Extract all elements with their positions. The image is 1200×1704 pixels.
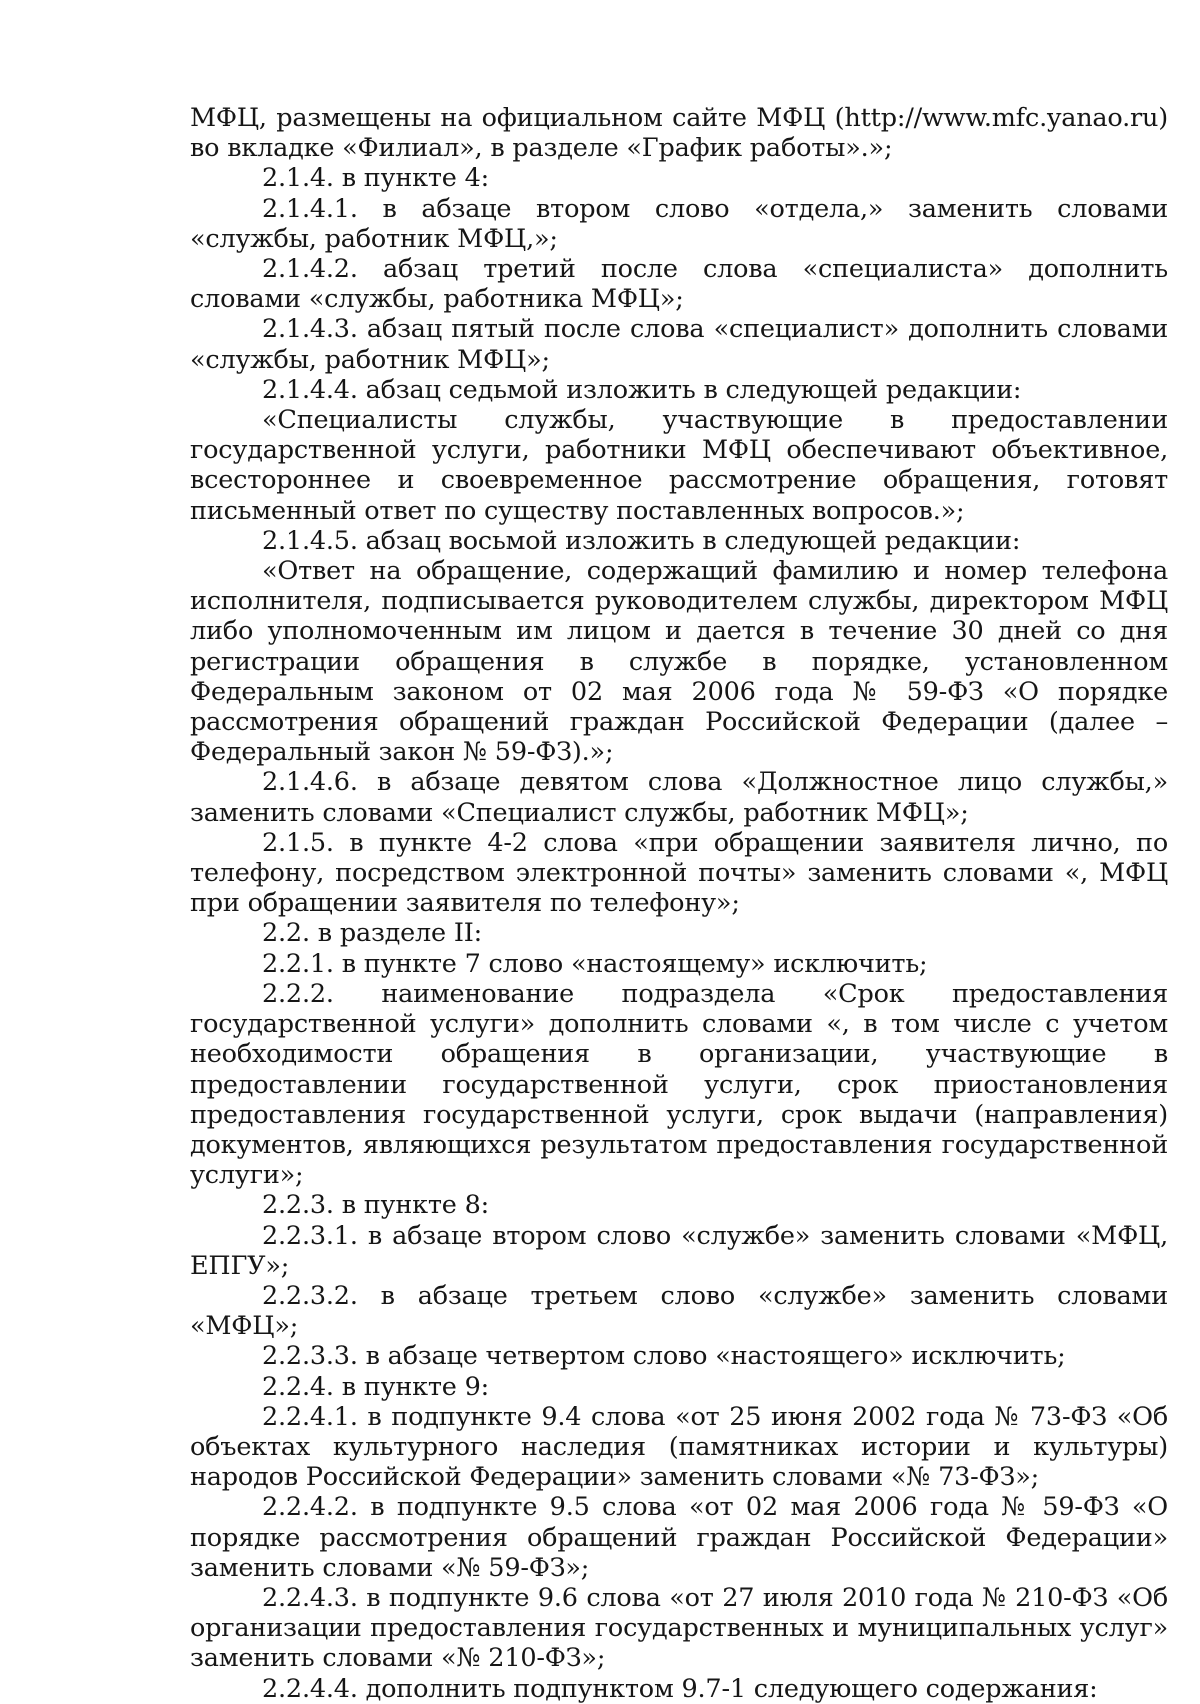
paragraph-2-2-3-3: 2.2.3.3. в абзаце четвертом слово «настоящего» исключить;	[262, 1341, 1066, 1372]
paragraph-2-1-4-3: 2.1.4.3. абзац пятый после слова «специалист» дополнить словами «службы, работник МФЦ»;	[190, 314, 1168, 375]
paragraph-2-1-4-4: 2.1.4.4. абзац седьмой изложить в следующей редакции:	[262, 374, 1022, 405]
paragraph-2-1-5: 2.1.5. в пункте 4-2 слова «при обращении заявителя лично, по телефону, посредством электронной почты» заменить словами «, МФЦ при обращении заявителя по телефону»;	[190, 827, 1168, 919]
paragraph-2-2-4: 2.2.4. в пункте 9:	[262, 1371, 490, 1402]
paragraph-2-2-3-2: 2.2.3.2. в абзаце третьем слово «службе» заменить словами «МФЦ»;	[190, 1280, 1168, 1342]
paragraph-2-1-4-6: 2.1.4.6. в абзаце девятом слова «Должностное лицо службы,» заменить словами «Специалист службы, работник МФЦ»;	[190, 767, 1168, 828]
paragraph-2-1-4-5: 2.1.4.5. абзац восьмой изложить в следующей редакции:	[262, 525, 1021, 556]
paragraph-quote-specialists: «Специалисты службы, участвующие в предоставлении государственной услуги, работники МФЦ обеспечивают объективное, всестороннее и своевременное рассмотрение обращения, готовят письменный ответ по существу поставленных вопросов.»;	[190, 405, 1168, 526]
paragraph-2-2: 2.2. в разделе II:	[262, 918, 482, 949]
paragraph-2-2-3-1: 2.2.3.1. в абзаце втором слово «службе» заменить словами «МФЦ, ЕПГУ»;	[190, 1220, 1168, 1281]
paragraph-2-2-2: 2.2.2. наименование подраздела «Срок предоставления государственной услуги» дополнить словами «, в том числе с учетом необходимости обращения в организации, участвующие в предоставлении государственной услуги, срок приостановления предоставления государственной услуги, срок выдачи (направления) документов, являющихся результатом предоставления государственной услуги»;	[190, 978, 1168, 1191]
document-page	[190, 103, 1168, 1704]
paragraph-2-2-1: 2.2.1. в пункте 7 слово «настоящему» исключить;	[262, 948, 928, 979]
paragraph-quote-answer: «Ответ на обращение, содержащий фамилию и номер телефона исполнителя, подписывается руководителем службы, директором МФЦ либо уполномоченным им лицом и дается в течение 30 дней со дня регистрации обращения в службе в порядке, установленном Федеральным законом от 02 мая 2006 года № 59-ФЗ «О порядке рассмотрения обращений граждан Российской Федерации (далее – Федеральный закон № 59-ФЗ).»;	[190, 556, 1168, 768]
paragraph-2-2-3: 2.2.3. в пункте 8:	[262, 1190, 490, 1221]
paragraph-2-1-4: 2.1.4. в пункте 4:	[262, 163, 490, 194]
paragraph-2-2-4-4: 2.2.4.4. дополнить подпунктом 9.7-1 следующего содержания:	[262, 1673, 1098, 1704]
paragraph-2-1-4-2: 2.1.4.2. абзац третий после слова «специалиста» дополнить словами «службы, работника МФЦ»;	[190, 254, 1168, 315]
paragraph-2-1-4-1: 2.1.4.1. в абзаце втором слово «отдела,» заменить словами «службы, работник МФЦ,»;	[190, 193, 1168, 254]
paragraph-2-2-4-2: 2.2.4.2. в подпункте 9.5 слова «от 02 мая 2006 года № 59-ФЗ «О порядке рассмотрения обращений граждан Российской Федерации» заменить словами «№ 59-ФЗ»;	[190, 1492, 1168, 1583]
paragraph-2-2-4-3: 2.2.4.3. в подпункте 9.6 слова «от 27 июля 2010 года № 210-ФЗ «Об организации предоставления государственных и муниципальных услуг» заменить словами «№ 210-ФЗ»;	[190, 1582, 1168, 1674]
paragraph-2-2-4-1: 2.2.4.1. в подпункте 9.4 слова «от 25 июня 2002 года № 73-ФЗ «Об объектах культурного наследия (памятниках истории и культуры) народов Российской Федерации» заменить словами «№ 73-ФЗ»;	[190, 1401, 1168, 1493]
paragraph-continuation: МФЦ, размещены на официальном сайте МФЦ (http://www.mfc.yanao.ru) во вкладке «Филиал», в разделе «График работы».»;	[190, 103, 1168, 164]
